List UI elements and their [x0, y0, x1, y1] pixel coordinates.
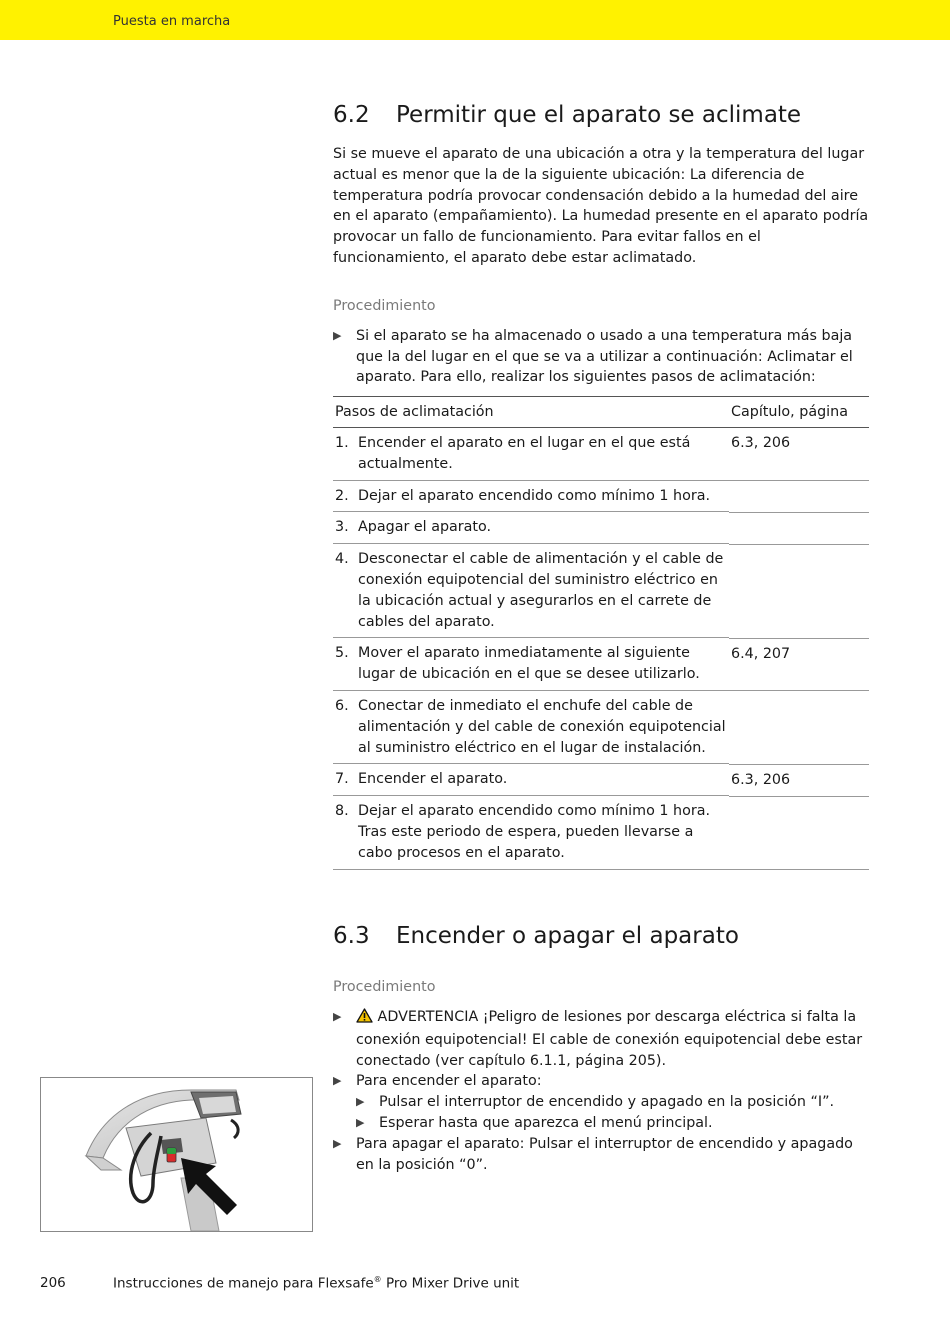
- step-cell: [333, 764, 729, 796]
- step-power-on: [333, 1071, 869, 1133]
- substep-press-switch: ▶ Pulsar el interruptor de encendido y apagado en la posición “I”.: [356, 1092, 869, 1113]
- step-power-off: ▶ Para apagar el aparato: Pulsar el interruptor de encendido y apagado en la posición “0”.: [333, 1134, 869, 1176]
- footer-doc-title: [113, 1275, 519, 1292]
- table-row: [333, 638, 869, 691]
- section-title-text: Encender o apagar el aparato: [396, 923, 739, 949]
- chapter-page-ref: 6.3, 206: [729, 764, 869, 796]
- header-bar: [0, 0, 950, 40]
- section-title-6-2: [333, 102, 869, 128]
- step-cell: [333, 512, 729, 544]
- procedure-step: ▶ Si el aparato se ha almacenado o usado a una temperatura más baja que la del lugar en el que se va a utilizar a continuación: Aclimatar el aparato. Para ello, realizar los siguientes pasos de aclimatación:: [333, 326, 869, 388]
- step-text: Conectar de inmediato el enchufe del cable de alimentación y del cable de conexión equipotencial al suministro eléctrico en el lugar de instalación.: [358, 697, 726, 756]
- table-header-steps: Pasos de aclimatación: [333, 397, 729, 428]
- step-number: 1.: [335, 434, 349, 451]
- power-on-substeps: [356, 1092, 869, 1134]
- footer-doc-suffix: Pro Mixer Drive unit: [381, 1275, 520, 1292]
- table-row: [333, 544, 869, 638]
- step-text: Encender el aparato.: [358, 771, 508, 788]
- table-row: [333, 796, 869, 869]
- step-number: 7.: [335, 771, 349, 788]
- step-number: 5.: [335, 645, 349, 662]
- table-header-row: [333, 397, 869, 428]
- chapter-page-ref: [729, 544, 869, 638]
- step-text: Apagar el aparato.: [358, 519, 492, 536]
- chapter-page-ref: 6.3, 206: [729, 427, 869, 480]
- table-header-chapter: Capítulo, página: [729, 397, 869, 428]
- warning-step: [333, 1007, 869, 1071]
- step-text: Dejar el aparato encendido como mínimo 1 hora. Tras este periodo de espera, pueden llevarse a cabo procesos en el aparato.: [358, 803, 711, 861]
- intro-paragraph: Si se mueve el aparato de una ubicación a otra y la temperatura del lugar actual es menor que la de la siguiente ubicación: La diferencia de temperatura podría provocar condensación debido a la humedad del aire en el aparato (empañamiento). La humedad presente en el aparato podría provocar un fallo de funcionamiento. Para evitar fallos en el funcionamiento, el aparato debe estar aclimatado.: [333, 146, 869, 266]
- section-number: 6.2: [333, 102, 370, 128]
- section-6-2: [333, 102, 869, 870]
- step-cell: [333, 544, 729, 638]
- table-row: [333, 691, 869, 764]
- substep-wait-menu: ▶ Esperar hasta que aparezca el menú principal.: [356, 1113, 869, 1134]
- section-6-3: [333, 923, 869, 1175]
- table-row: [333, 427, 869, 480]
- table-row: [333, 481, 869, 513]
- footer-doc-prefix: Instrucciones de manejo para Flexsafe: [113, 1275, 374, 1292]
- step-number: 6.: [335, 697, 349, 714]
- procedure-steps: [333, 1007, 869, 1175]
- step-text: Desconectar el cable de alimentación y el cable de conexión equipotencial del suministro eléctrico en la ubicación actual y asegurarlos en el carrete de cables del aparato.: [358, 551, 724, 630]
- procedure-heading: Procedimiento: [333, 297, 436, 314]
- chapter-page-ref: [729, 796, 869, 869]
- table-row: [333, 512, 869, 544]
- warning-text: ¡Peligro de lesiones por descarga eléctrica si falta la conexión equipotencial! El cable de conexión equipotencial debe estar conectado (ver capítulo 6.1.1, página 205).: [356, 1009, 863, 1069]
- step-number: 3.: [335, 519, 349, 536]
- header-section-label: Puesta en marcha: [113, 14, 231, 29]
- step-number: 8.: [335, 803, 349, 820]
- table-body: [333, 427, 869, 869]
- footer-page-number: 206: [40, 1275, 66, 1291]
- warning-triangle-icon: [356, 1008, 373, 1030]
- warning-signal-word: ADVERTENCIA: [377, 1009, 479, 1025]
- step-text: Dejar el aparato encendido como mínimo 1 hora.: [358, 487, 711, 504]
- footer-registered-mark: ®: [373, 1275, 382, 1284]
- chapter-page-ref: [729, 691, 869, 764]
- procedure-heading: Procedimiento: [333, 979, 436, 995]
- chapter-page-ref: [729, 512, 869, 544]
- table-row: [333, 764, 869, 796]
- step-cell: [333, 796, 729, 869]
- step-number: 2.: [335, 487, 349, 504]
- step-cell: [333, 691, 729, 764]
- step-cell: [333, 638, 729, 691]
- step-number: 4.: [335, 551, 349, 568]
- device-switch-illustration: [40, 1077, 313, 1232]
- section-title-6-3: [333, 923, 869, 949]
- acclimatization-table: [333, 396, 869, 870]
- step-cell: [333, 481, 729, 513]
- chapter-page-ref: [729, 481, 869, 513]
- step-text: Mover el aparato inmediatamente al siguiente lugar de ubicación en el que se desee utilizarlo.: [358, 645, 700, 683]
- step-cell: [333, 428, 729, 481]
- section-title-text: Permitir que el aparato se aclimate: [396, 102, 802, 128]
- step-text: Encender el aparato en el lugar en el que está actualmente.: [358, 434, 691, 472]
- section-number: 6.3: [333, 923, 370, 949]
- procedure-steps: [333, 326, 869, 388]
- step-power-on-text: Para encender el aparato:: [356, 1073, 542, 1090]
- chapter-page-ref: 6.4, 207: [729, 638, 869, 691]
